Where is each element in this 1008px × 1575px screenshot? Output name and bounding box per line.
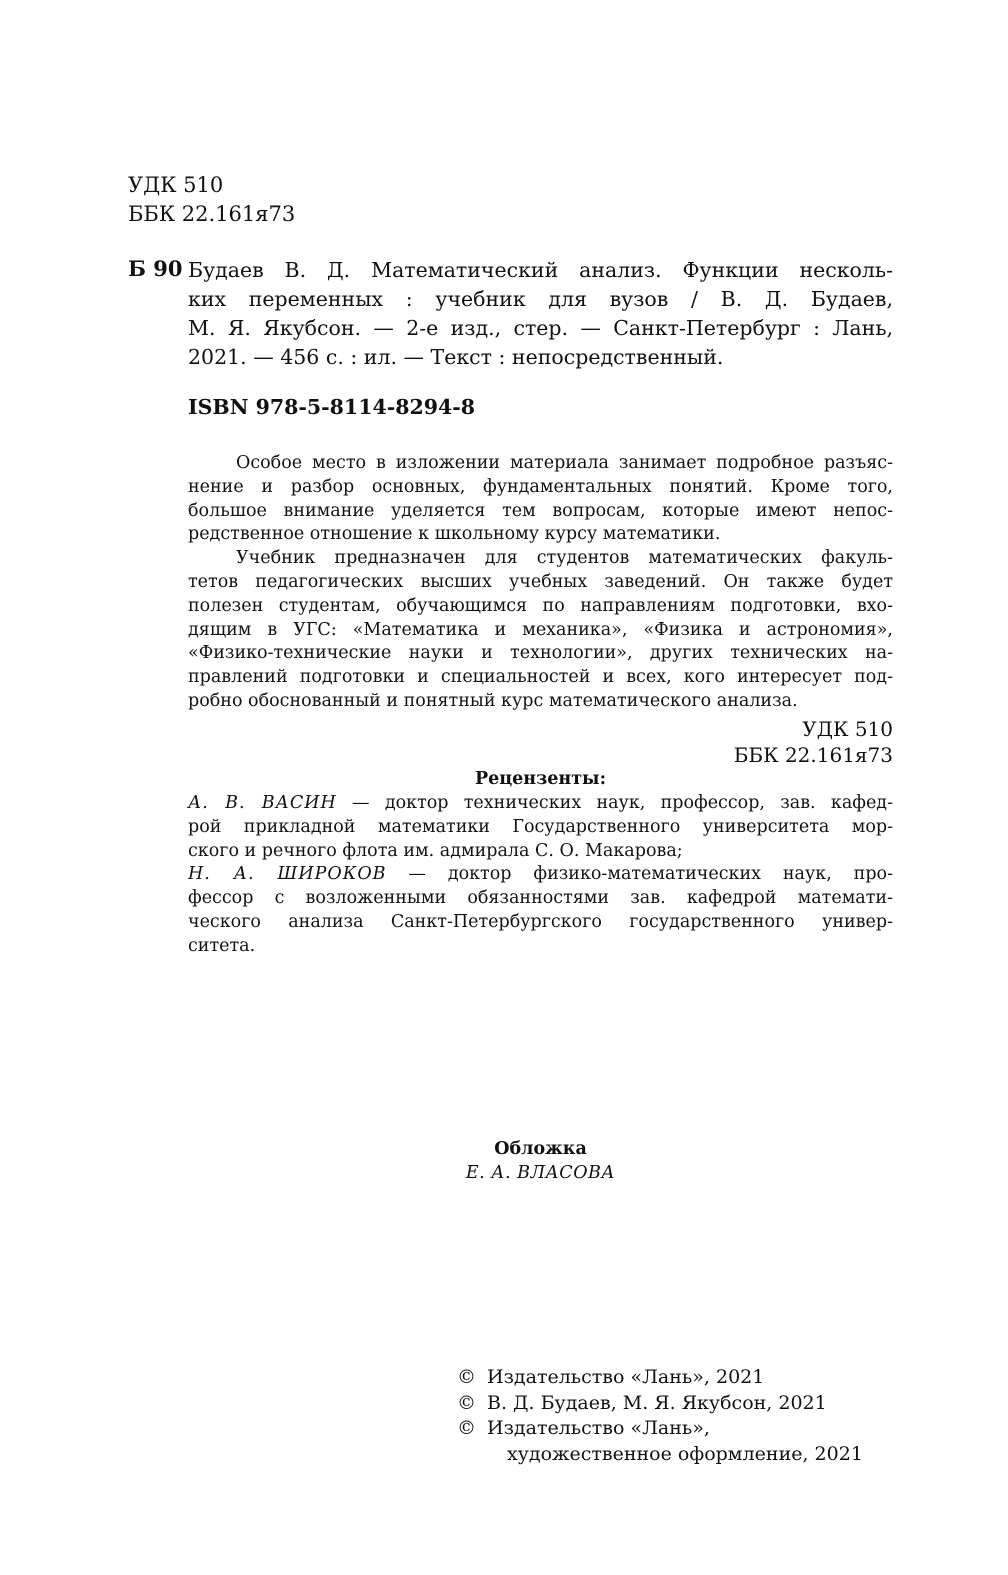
reviewers-heading: Рецензенты: — [474, 769, 607, 789]
copyright-line: © Издательство «Лань», 2021 — [457, 1365, 863, 1391]
annotation-line: Учебник предназначен для студентов математических факуль- — [236, 548, 893, 569]
reviewer-line: ского и речного флота им. адмирала С. О. Макарова; — [188, 840, 683, 861]
annotation-line: редственное отношение к школьному курсу математики. — [188, 524, 721, 545]
bib-line: Будаев В. Д. Математический анализ. Функции несколь- — [188, 258, 893, 282]
copyright-icon: © — [457, 1417, 476, 1439]
reviewer-line: ситета. — [188, 935, 256, 956]
annotation-line: «Физико-технические науки и технологии», других технических на- — [188, 643, 893, 664]
isbn: ISBN 978-5-8114-8294-8 — [188, 395, 476, 419]
annotation-line: большое внимание уделяется тем вопросам, которые имеют непос- — [188, 500, 893, 521]
copyright-block — [457, 1365, 863, 1467]
bib-line: ких переменных : учебник для вузов / В. Д. Будаев, — [188, 287, 893, 311]
annotation-line: Особое место в изложении материала занимает подробное разъяс- — [236, 453, 893, 473]
annotation — [188, 452, 893, 714]
bbk-code: ББК 22.161я73 — [128, 202, 296, 226]
annotation-line: полезен студентам, обучающимся по направлениям подготовки, вхо- — [188, 595, 893, 616]
annotation-line: дящим в УГС: «Математика и механика», «Физика и астрономия», — [188, 619, 893, 640]
reviewer-line: ческого анализа Санкт-Петербургского государственного универ- — [188, 911, 893, 932]
reviewer-name: Н. А. ШИРОКОВ — [188, 864, 387, 885]
reviewers-list — [188, 792, 893, 959]
annotation-line: нение и разбор основных, фундаментальных понятий. Кроме того, — [188, 476, 893, 497]
reviewer-description: — доктор физико-математических наук, про- — [386, 864, 893, 885]
reviewer-line: фессор с возложенными обязанностями зав. кафедрой математи- — [188, 888, 893, 909]
reviewer-line: рой прикладной математики Государственного университета мор- — [188, 816, 893, 837]
bbk-code: ББК 22.161я73 — [733, 743, 893, 767]
copyright-line: © В. Д. Будаев, М. Я. Якубсон, 2021 — [457, 1391, 863, 1417]
cover-designer-name: Е. А. ВЛАСОВА — [465, 1163, 616, 1183]
bib-line: 2021. — 456 с. : ил. — Текст : непосредственный. — [188, 345, 724, 369]
annotation-line: робно обоснованный и понятный курс математического анализа. — [188, 690, 798, 711]
classification-top — [128, 171, 295, 229]
bib-line: М. Я. Якубсон. — 2-е изд., стер. — Санкт-Петербург : Лань, — [188, 316, 893, 340]
copyright-icon: © — [457, 1366, 476, 1388]
classification-bottom — [188, 716, 893, 768]
reviewer-line — [188, 863, 893, 887]
reviewer-name: А. В. ВАСИН — [188, 793, 337, 813]
cover-heading: Обложка — [494, 1139, 587, 1159]
copyright-line: © Издательство «Лань», — [457, 1416, 863, 1442]
annotation-line: правлений подготовки и специальностей и всех, кого интересует под- — [188, 667, 893, 688]
reviewer-line — [188, 792, 893, 816]
copyright-icon: © — [457, 1391, 476, 1414]
annotation-line: тетов педагогических высших учебных заведений. Он также будет — [188, 571, 893, 592]
udk-code: УДК 510 — [128, 173, 224, 197]
author-mark: Б 90 — [128, 256, 183, 281]
bibliographic-record — [188, 256, 893, 372]
copyright-line: художественное оформление, 2021 — [507, 1442, 863, 1465]
udk-code: УДК 510 — [802, 717, 893, 741]
reviewer-description: — доктор технических наук, профессор, зав. кафед- — [336, 793, 893, 813]
